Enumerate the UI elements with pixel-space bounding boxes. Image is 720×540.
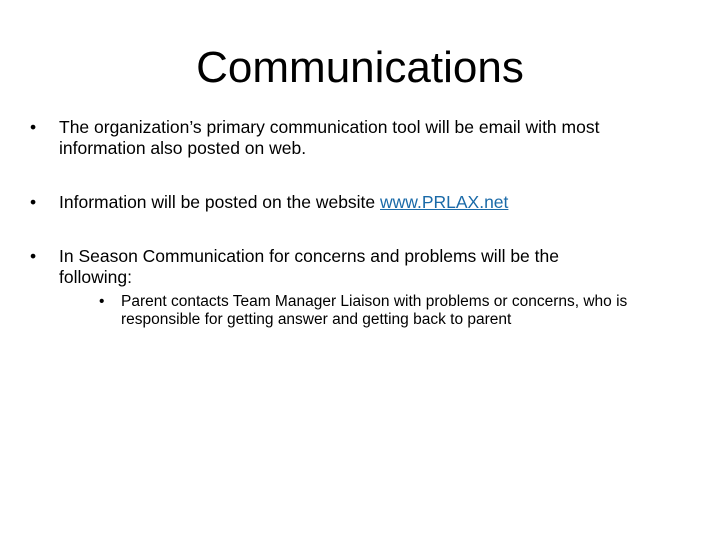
sub-bullet-text: Parent contacts Team Manager Liaison with problems or concerns, who is responsible for getting answer and getting back to parent — [121, 293, 628, 328]
sub-bullet-item — [99, 293, 630, 329]
bullet-dot: • — [30, 246, 37, 266]
sub-bullet-list — [59, 293, 630, 329]
bullet-list — [30, 117, 630, 329]
bullet-dot: • — [30, 192, 37, 212]
bullet-item — [30, 117, 630, 159]
bullet-text: The organization’s primary communication tool will be email with most information also posted on web. — [59, 117, 600, 158]
bullet-text: In Season Communication for concerns and problems will be the following: — [59, 246, 559, 287]
bullet-dot: • — [30, 117, 37, 137]
bullet-item — [30, 246, 630, 329]
bullet-text: Information will be posted on the website — [59, 192, 381, 212]
sub-bullet-dot: • — [99, 293, 105, 310]
slide-title: Communications — [196, 43, 524, 92]
bullet-item — [30, 192, 630, 213]
website-link[interactable]: www.PRLAX.net — [380, 192, 509, 212]
